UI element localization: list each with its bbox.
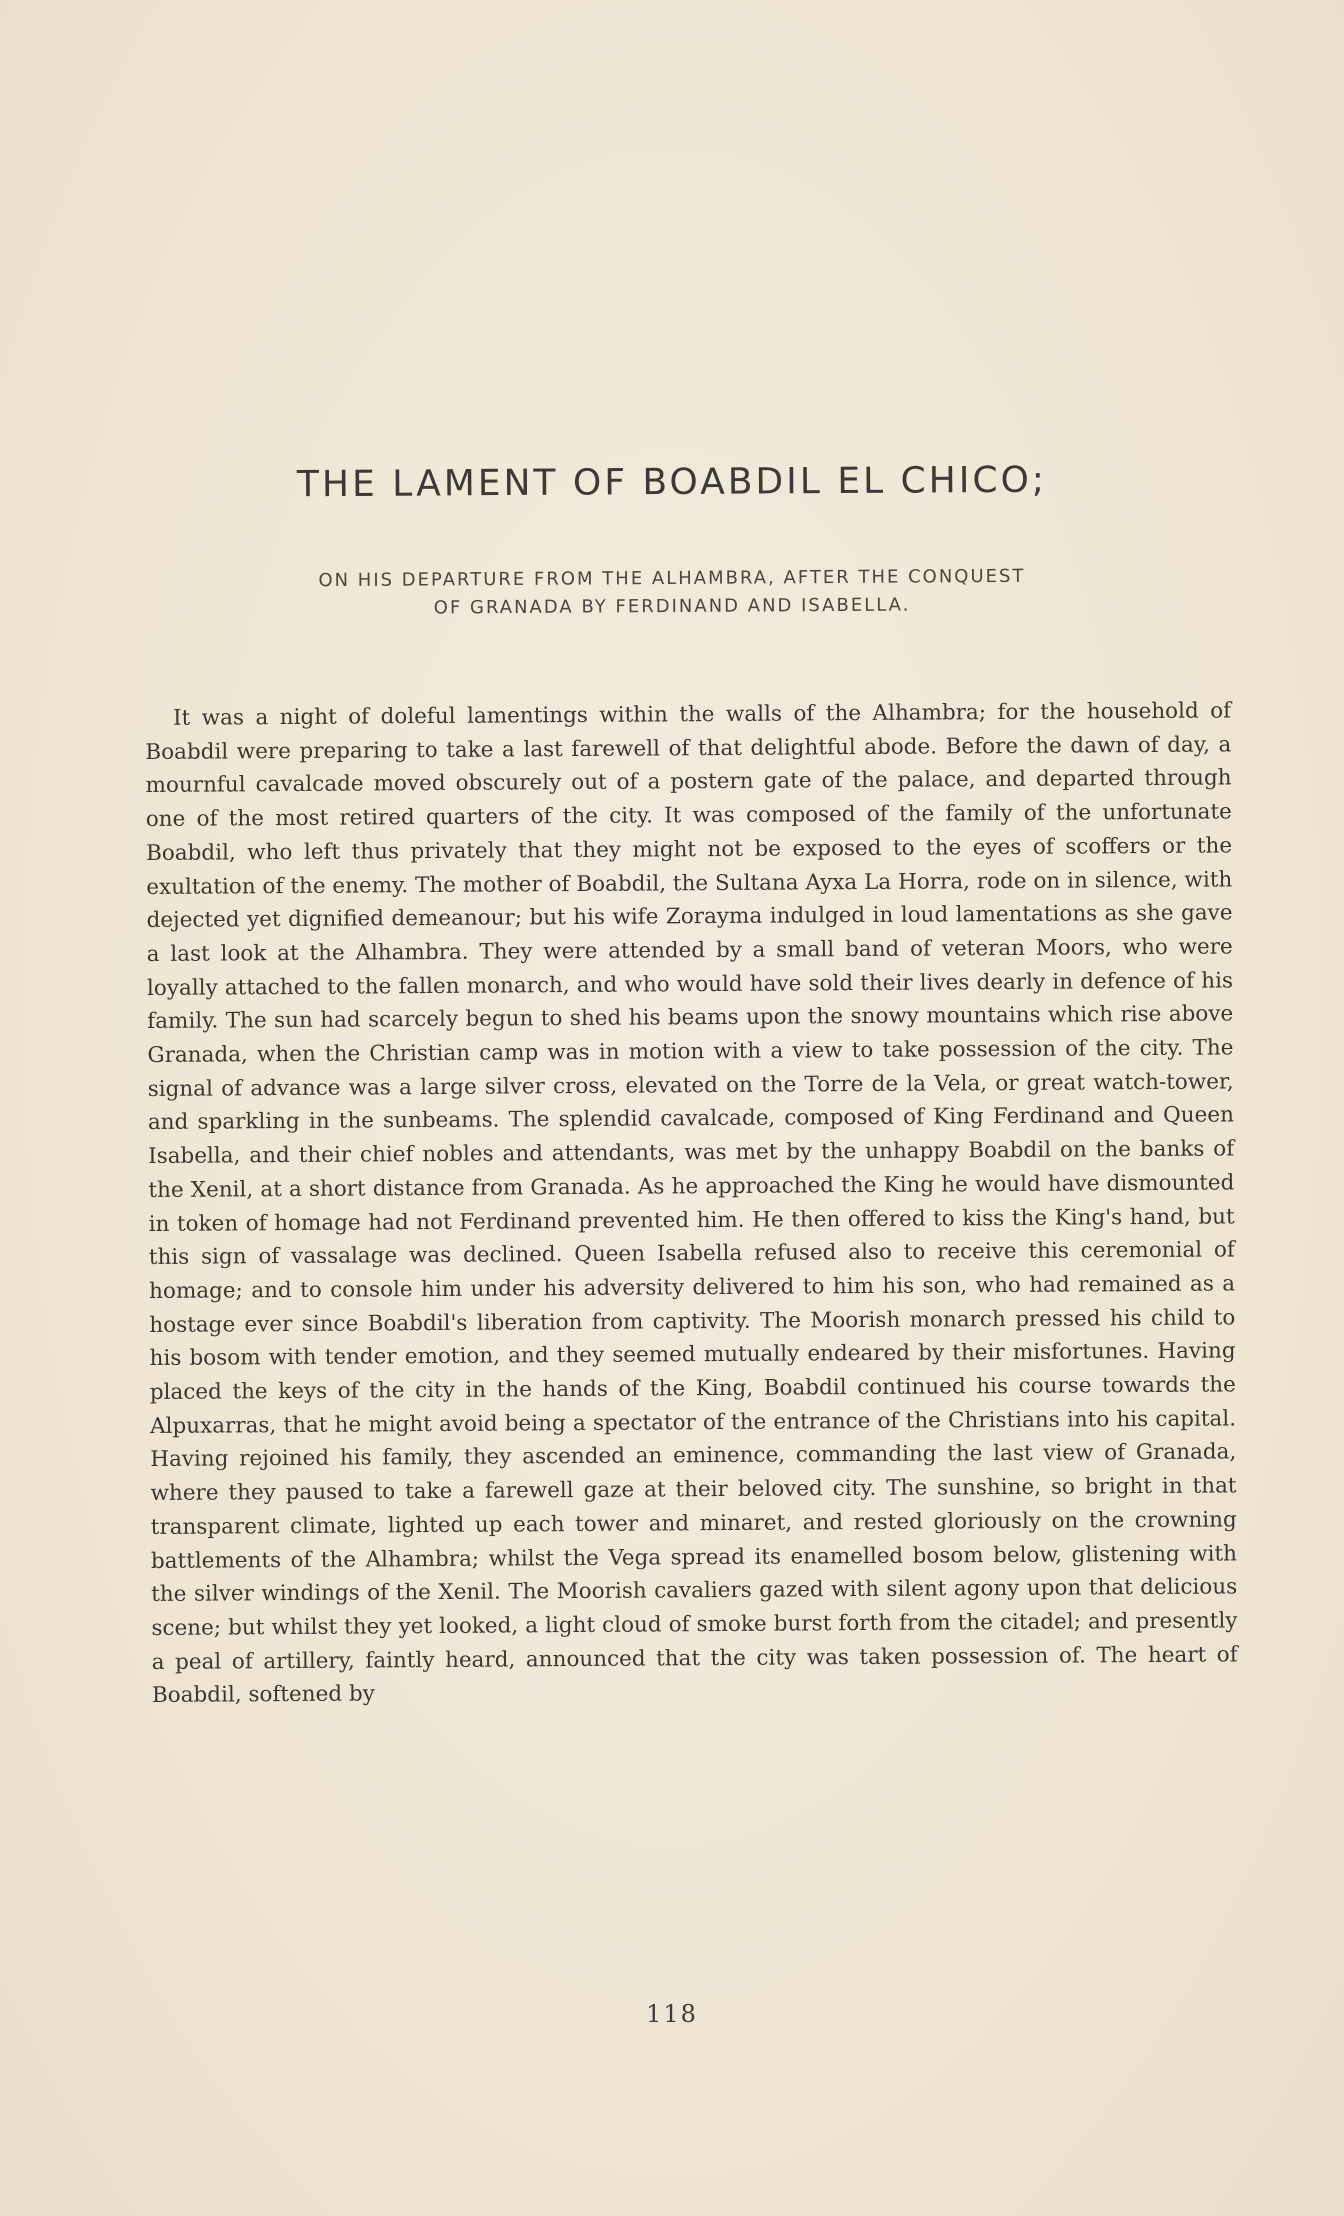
body-paragraph: It was a night of doleful lamentings within the walls of the Alhambra; for the household of Boabdil were preparing to take a last farewell of that delightful abode. Before the dawn of day, a mournful cavalcade moved obscurely out of a postern gate of the palace, and departed through one of the most retired quarters of the city. It was composed of the family of the unfortunate Boabdil, who left thus privately that they might not be exposed to the eyes of scoffers or the exultation of the enemy. The mother of Boabdil, the Sultana Ayxa La Horra, rode on in silence, with dejected yet dignified demeanour; but his wife Zorayma indulged in loud lamentations as she gave a last look at the Alhambra. They were attended by a small band of veteran Moors, who were loyally attached to the fallen monarch, and who would have sold their lives dearly in defence of his family. The sun had scarcely begun to shed his beams upon the snowy mountains which rise above Granada, when the Christian camp was in motion with a view to take possession of the city. The signal of advance was a large silver cross, elevated on the Torre de la Vela, or great watch-tower, and sparkling in the sunbeams. The splendid cavalcade, composed of King Ferdinand and Queen Isabella, and their chief nobles and attendants, was met by the unhappy Boabdil on the banks of the Xenil, at a short distance from Granada. As he approached the King he would have dismounted in token of homage had not Ferdinand prevented him. He then offered to kiss the King's hand, but this sign of vassalage was declined. Queen Isabella refused also to receive this ceremonial of homage; and to console him under his adversity delivered to him his son, who had remained as a hostage ever since Boabdil's liberation from captivity. The Moorish monarch pressed his child to his bosom with tender emotion, and they seemed mutually endeared by their misfortunes. Having placed the keys of the city in the hands of the King, Boabdil continued his course towards the Alpuxarras, that he might avoid being a spectator of the entrance of the Christians into his capital. Having rejoined his family, they ascended an eminence, commanding the last view of Granada, where they paused to take a farewell gaze at their beloved city. The sunshine, so bright in that transparent climate, lighted up each tower and minaret, and rested gloriously on the crowning battlements of the Alhambra; whilst the Vega spread its enamelled bosom below, glistening with the silver windings of the Xenil. The Moorish cavaliers gazed with silent agony upon that delicious scene; but whilst they yet looked, a light cloud of smoke burst forth from the citadel; and presently a peal of artillery, faintly heard, announced that the city was taken possession of. The heart of Boabdil, softened by [145,698,1238,1709]
chapter-title: THE LAMENT OF BOABDIL EL CHICO; [296,459,1048,506]
subtitle-line-1: ON HIS DEPARTURE FROM THE ALHAMBRA, AFTER THE CONQUEST [318,565,1026,592]
page-number: 118 [646,2000,698,2028]
chapter-subtitle [0,561,1344,625]
subtitle-line-2: OF GRANADA BY FERDINAND AND ISABELLA. [433,594,911,619]
